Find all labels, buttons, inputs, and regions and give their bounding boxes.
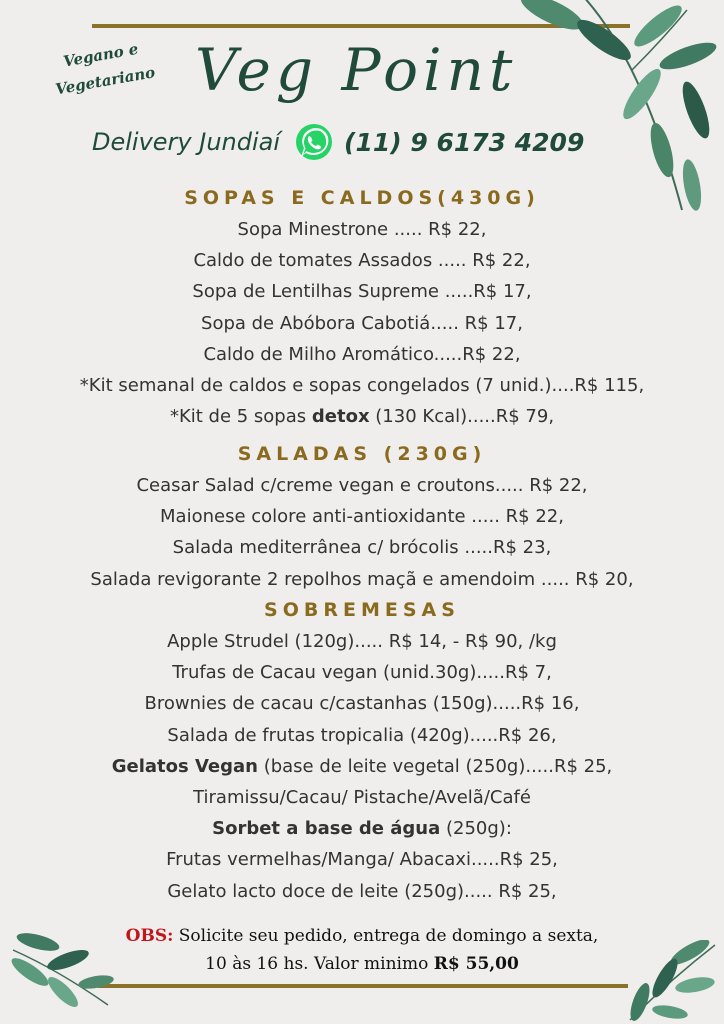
brand-title: Veg Point (195, 36, 518, 104)
section-sopas (0, 182, 724, 432)
section-sobremesas (0, 594, 724, 907)
menu-item: Gelato lacto doce de leite (250g)..... R$ 25, (167, 880, 557, 902)
menu-item: Gelatos Vegan (base de leite vegetal (250g).....R$ 25, (111, 755, 613, 777)
min-value: R$ 55,00 (433, 954, 519, 974)
bottom-gold-divider (98, 984, 628, 988)
section-title: SOPAS E CALDOS(430G) (184, 187, 540, 209)
menu-item: Maionese colore anti-antioxidante ..... R$ 22, (160, 506, 564, 528)
section-saladas (0, 438, 724, 595)
menu-item: Sorbet a base de água (250g): (212, 818, 512, 840)
menu-item: Apple Strudel (120g)..... R$ 14, - R$ 90, /kg (167, 631, 557, 652)
menu-item: Tiramissu/Cacau/ Pistache/Avelã/Café (193, 786, 531, 808)
tagline-line1: Vegano e (61, 39, 140, 71)
section-title: SOBREMESAS (264, 599, 460, 621)
contact-line (92, 120, 584, 164)
menu-item: Salada mediterrânea c/ brócolis .....R$ 23, (172, 537, 552, 559)
menu-item: Trufas de Cacau vegan (unid.30g).....R$ 7, (172, 662, 552, 684)
phone-number[interactable]: (11) 9 6173 4209 (344, 127, 585, 157)
menu-item: Caldo de tomates Assados ..... R$ 22, (193, 250, 531, 272)
whatsapp-icon[interactable] (294, 122, 334, 162)
menu-item: Sopa de Lentilhas Supreme .....R$ 17, (192, 281, 532, 303)
menu-item: Sopa Minestrone ..... R$ 22, (237, 219, 487, 240)
menu-item: Brownies de cacau c/castanhas (150g).....R$ 16, (144, 693, 580, 715)
menu-item: Caldo de Milho Aromático.....R$ 22, (203, 343, 521, 365)
vegan-tagline (34, 31, 171, 105)
menu-item: Salada revigorante 2 repolhos maçã e amendoim ..... R$ 20, (90, 568, 634, 590)
obs-label: OBS: (125, 926, 174, 946)
menu-item: Sopa de Abóbora Cabotiá..... R$ 17, (201, 312, 523, 334)
delivery-label: Delivery Jundiaí (92, 128, 281, 156)
tagline-line2: Vegetariano (54, 63, 157, 99)
menu-item: *Kit semanal de caldos e sopas congelados (7 unid.)....R$ 115, (79, 374, 645, 396)
section-title: SALADAS (230G) (237, 443, 487, 465)
menu-item: *Kit de 5 sopas detox (130 Kcal).....R$ 79, (169, 406, 555, 428)
menu-item: Salada de frutas tropicalia (420g).....R$ 26, (167, 724, 557, 746)
menu-item: Frutas vermelhas/Manga/ Abacaxi.....R$ 25, (166, 849, 558, 871)
menu-item: Ceasar Salad c/creme vegan e croutons..... R$ 22, (136, 475, 588, 496)
obs-note: OBS: Solicite seu pedido, entrega de domingo a sexta, 10 às 16 hs. Valor minimo R$ 55,00 (125, 926, 599, 974)
